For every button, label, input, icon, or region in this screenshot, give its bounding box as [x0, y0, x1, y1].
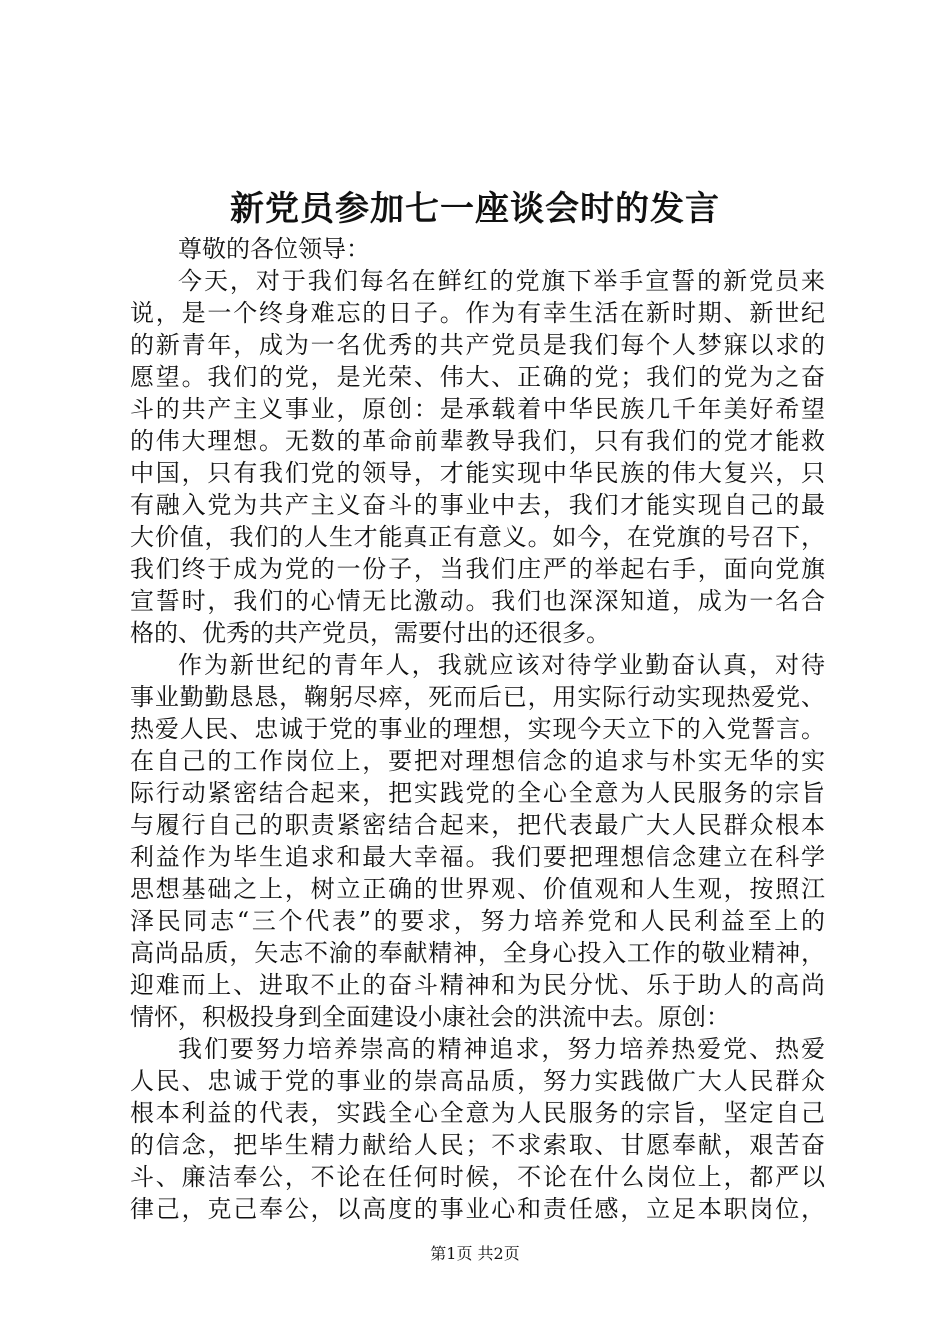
paragraph-2-line: 事业勤勤恳恳，鞠躬尽瘁，死而后已，用实际行动实现热爱党、	[130, 683, 825, 711]
paragraph-2-line: 迎难而上、进取不止的奋斗精神和为民分忧、乐于助人的高尚	[130, 971, 825, 999]
paragraph-1-line: 大价值，我们的人生才能真正有意义。如今，在党旗的号召下，	[130, 523, 825, 551]
document-body	[130, 233, 825, 1225]
paragraph-3-line: 律己，克己奉公，以高度的事业心和责任感，立足本职岗位，	[130, 1195, 825, 1223]
paragraph-2-line: 利益作为毕生追求和最大幸福。我们要把理想信念建立在科学	[130, 843, 825, 871]
paragraph-2-line: 泽民同志“三个代表”的要求，努力培养党和人民利益至上的	[130, 907, 825, 935]
paragraph-2-line: 与履行自己的职责紧密结合起来，把代表最广大人民群众根本	[130, 811, 825, 839]
page-footer: 第1页 共2页	[430, 1244, 520, 1263]
paragraph-3-line: 我们要努力培养崇高的精神追求，努力培养热爱党、热爱	[178, 1035, 825, 1063]
paragraph-2-line: 思想基础之上，树立正确的世界观、价值观和人生观，按照江	[130, 875, 825, 903]
paragraph-1-line: 愿望。我们的党，是光荣、伟大、正确的党；我们的党为之奋	[130, 363, 825, 391]
salutation-line: 尊敬的各位领导：	[178, 235, 370, 263]
paragraph-1-line: 斗的共产主义事业，原创：是承载着中华民族几千年美好希望	[130, 395, 825, 423]
paragraph-3-line: 人民、忠诚于党的事业的崇高品质，努力实践做广大人民群众	[130, 1067, 825, 1095]
paragraph-2-line: 际行动紧密结合起来，把实践党的全心全意为人民服务的宗旨	[130, 779, 825, 807]
paragraph-3-line: 的信念，把毕生精力献给人民；不求索取、甘愿奉献，艰苦奋	[130, 1131, 825, 1159]
paragraph-1-line: 的伟大理想。无数的革命前辈教导我们，只有我们的党才能救	[130, 427, 825, 455]
paragraph-1-line: 格的、优秀的共产党员，需要付出的还很多。	[130, 619, 610, 647]
paragraph-2-line: 高尚品质，矢志不渝的奉献精神，全身心投入工作的敬业精神，	[130, 939, 825, 967]
paragraph-1-line: 有融入党为共产主义奋斗的事业中去，我们才能实现自己的最	[130, 491, 825, 519]
paragraph-1-line: 宣誓时，我们的心情无比激动。我们也深深知道，成为一名合	[130, 587, 825, 615]
paragraph-1-line: 中国，只有我们党的领导，才能实现中华民族的伟大复兴，只	[130, 459, 825, 487]
paragraph-3-line: 斗、廉洁奉公，不论在任何时候，不论在什么岗位上，都严以	[130, 1163, 825, 1191]
paragraph-1-line: 的新青年，成为一名优秀的共产党员是我们每个人梦寐以求的	[130, 331, 825, 359]
document-title: 新党员参加七一座谈会时的发言	[230, 189, 720, 229]
paragraph-3-line: 根本利益的代表，实践全心全意为人民服务的宗旨，坚定自己	[130, 1099, 825, 1127]
paragraph-2-line: 在自己的工作岗位上，要把对理想信念的追求与朴实无华的实	[130, 747, 825, 775]
paragraph-1-line: 我们终于成为党的一份子，当我们庄严的举起右手，面向党旗	[130, 555, 825, 583]
paragraph-1-line: 说，是一个终身难忘的日子。作为有幸生活在新时期、新世纪	[130, 299, 825, 327]
paragraph-2-line: 作为新世纪的青年人，我就应该对待学业勤奋认真，对待	[178, 651, 825, 679]
paragraph-2-line: 热爱人民、忠诚于党的事业的理想，实现今天立下的入党誓言。	[130, 715, 825, 743]
paragraph-2-line: 情怀，积极投身到全面建设小康社会的洪流中去。原创：	[130, 1003, 730, 1031]
paragraph-1-line: 今天，对于我们每名在鲜红的党旗下举手宣誓的新党员来	[178, 267, 825, 295]
